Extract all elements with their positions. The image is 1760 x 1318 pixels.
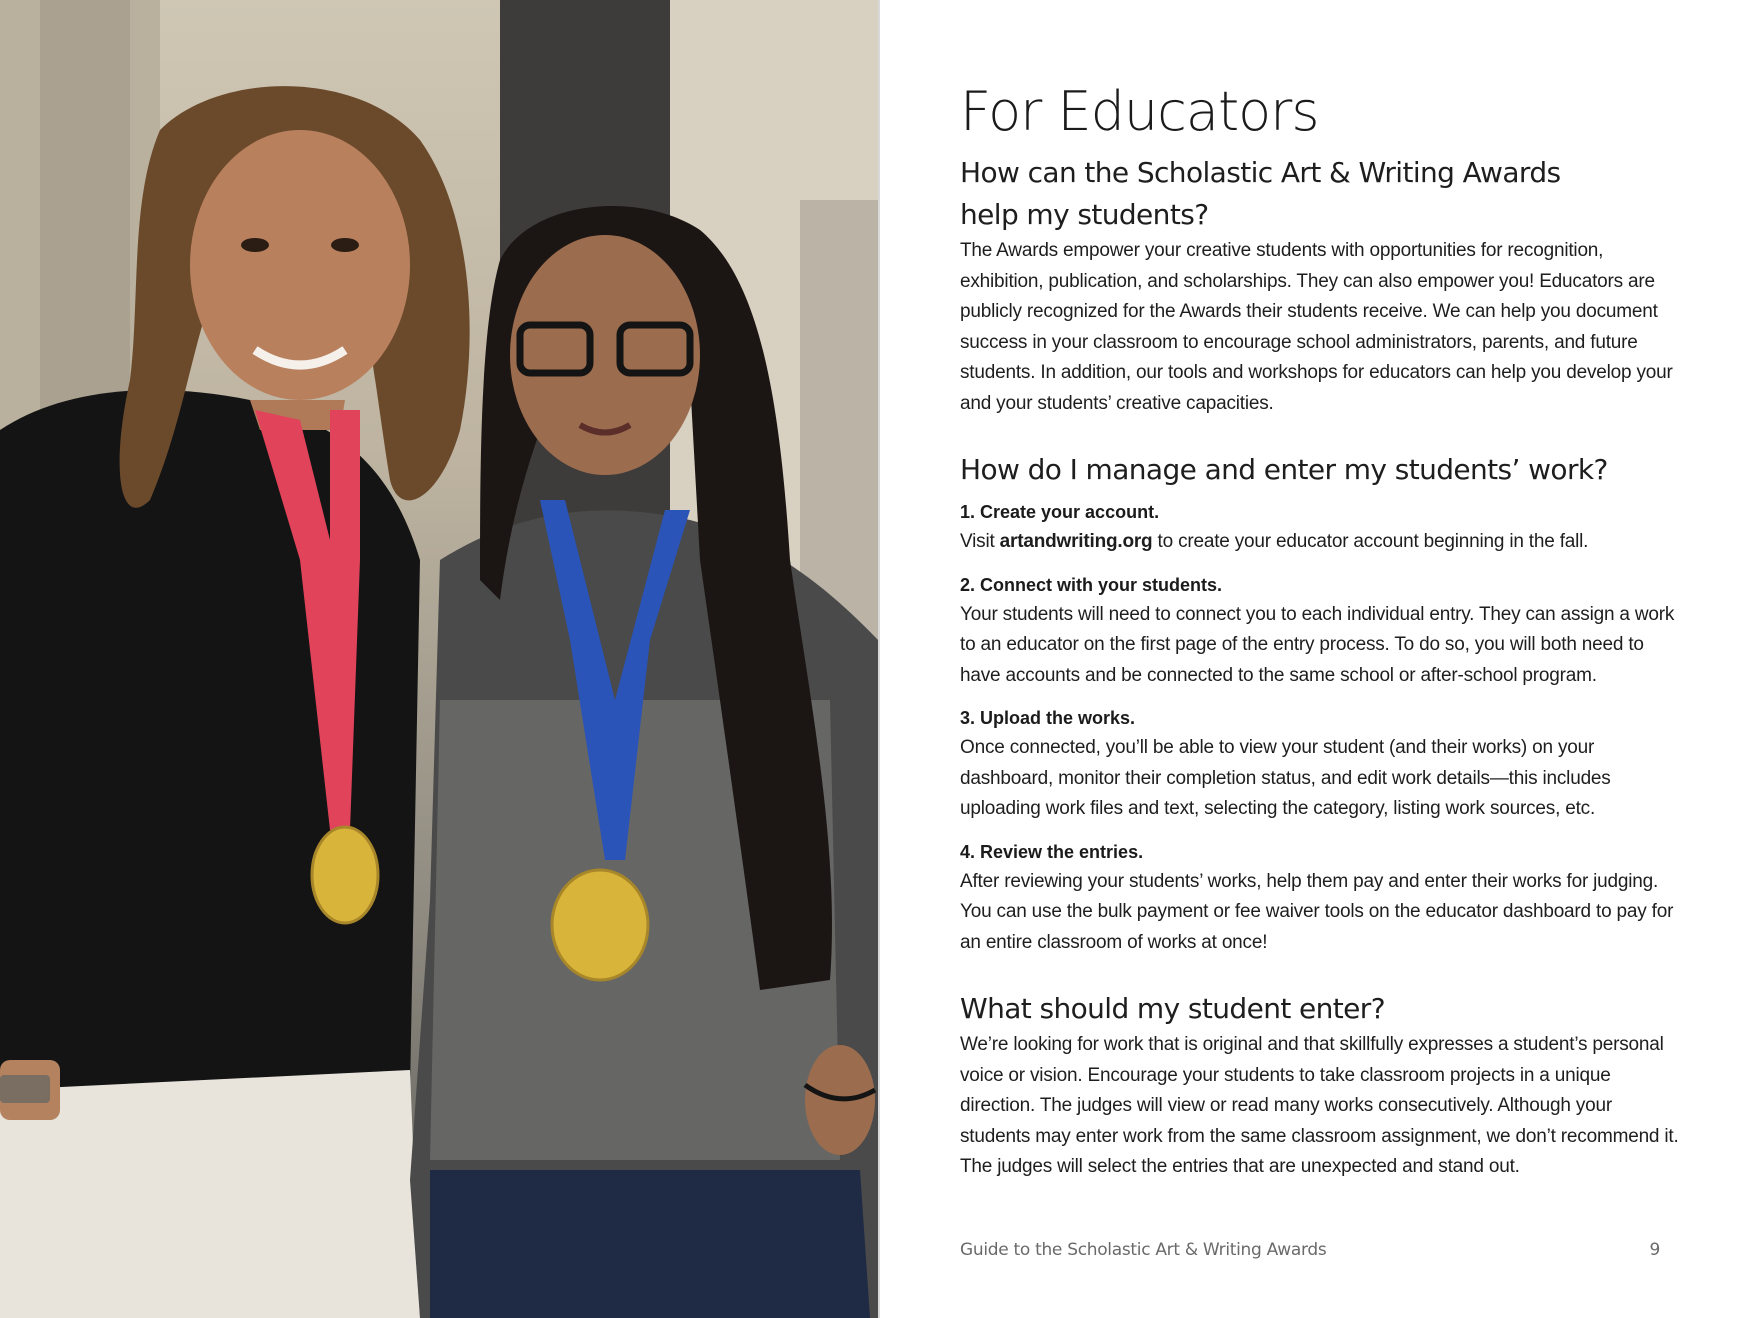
step-review-entries bbox=[960, 837, 1680, 959]
photo-illustration bbox=[0, 0, 878, 1318]
step-body-suffix: to create your educator account beginning in the fall. bbox=[1152, 531, 1589, 552]
step-create-account bbox=[960, 497, 1680, 558]
page-title: For Educators bbox=[960, 80, 1319, 143]
student-face bbox=[510, 235, 700, 475]
woman-eye-left bbox=[241, 238, 269, 252]
section-heading-manage-and-enter: How do I manage and enter my students’ work? bbox=[960, 453, 1608, 486]
section-body-what-to-enter: We’re looking for work that is original and that skillfully expresses a student’s personal voice or vision. Encourage your students to take classroom projects in a unique direction. The judges will view or read many works consecutively. Although your students may enter work from the same classroom assignment, we don’t recommend it. The judges will select the entries that are unexpected and stand out. bbox=[960, 1034, 1679, 1177]
step-title: 4. Review the entries. bbox=[960, 841, 1144, 862]
panel-divider bbox=[878, 0, 880, 1318]
step-connect-students bbox=[960, 570, 1680, 692]
section-heading-line-2: help my students? bbox=[960, 198, 1209, 231]
step-title: 1. Create your account. bbox=[960, 502, 1160, 522]
step-body: After reviewing your students’ works, help them pay and enter their works for judging. You can use the bulk payment or fee waiver tools on the educator dashboard to pay for an entire classroom of works at once! bbox=[960, 870, 1674, 953]
photo-educator-and-student bbox=[0, 0, 878, 1318]
background-balcony bbox=[40, 0, 130, 420]
step-upload-works bbox=[960, 703, 1680, 825]
section-heading-how-awards-help bbox=[960, 152, 1680, 236]
page-footer bbox=[960, 1240, 1660, 1268]
section-how-awards-help bbox=[960, 152, 1680, 419]
educators-content bbox=[960, 80, 1680, 1183]
artandwriting-link[interactable]: artandwriting.org bbox=[999, 531, 1153, 552]
step-body bbox=[960, 527, 1680, 558]
section-what-to-enter bbox=[960, 988, 1680, 1183]
step-body-prefix: Visit bbox=[960, 531, 1000, 552]
step-title: 2. Connect with your students. bbox=[960, 574, 1223, 595]
step-body: Your students will need to connect you to each individual entry. They can assign a work to an educator on the first page of the entry process. To do so, you will both need to have accounts and be connected to the same school or after-school program. bbox=[960, 603, 1675, 686]
student-jeans bbox=[430, 1170, 870, 1318]
student-gold-medal bbox=[552, 870, 648, 980]
woman-gold-medal bbox=[312, 827, 378, 923]
woman-white-pants bbox=[0, 1070, 420, 1318]
step-body: Once connected, you’ll be able to view your student (and their works) on your dashboard, monitor their completion status, and edit work details—this includes uploading work files and text, selecting the category, listing work sources, etc. bbox=[960, 737, 1611, 819]
woman-watch bbox=[0, 1075, 50, 1103]
section-manage-and-enter bbox=[960, 449, 1680, 958]
step-title: 3. Upload the works. bbox=[960, 708, 1136, 728]
footer-guide-title: Guide to the Scholastic Art & Writing Awards bbox=[960, 1240, 1327, 1260]
section-body-how-awards-help: The Awards empower your creative students with opportunities for recognition, exhibition, publication, and scholarships. They can also empower you! Educators are publicly recognized for the Awards their students receive. We can help you document success in your classroom to encourage school administrators, parents, and future students. In addition, our tools and workshops for educators can help you develop your and your students’ creative capacities. bbox=[960, 240, 1673, 414]
section-heading-line-1: How can the Scholastic Art & Writing Awards bbox=[960, 156, 1561, 189]
footer-page-number: 9 bbox=[1649, 1240, 1660, 1260]
section-heading-what-to-enter: What should my student enter? bbox=[960, 992, 1385, 1025]
woman-face bbox=[190, 130, 410, 400]
woman-eye-right bbox=[331, 238, 359, 252]
